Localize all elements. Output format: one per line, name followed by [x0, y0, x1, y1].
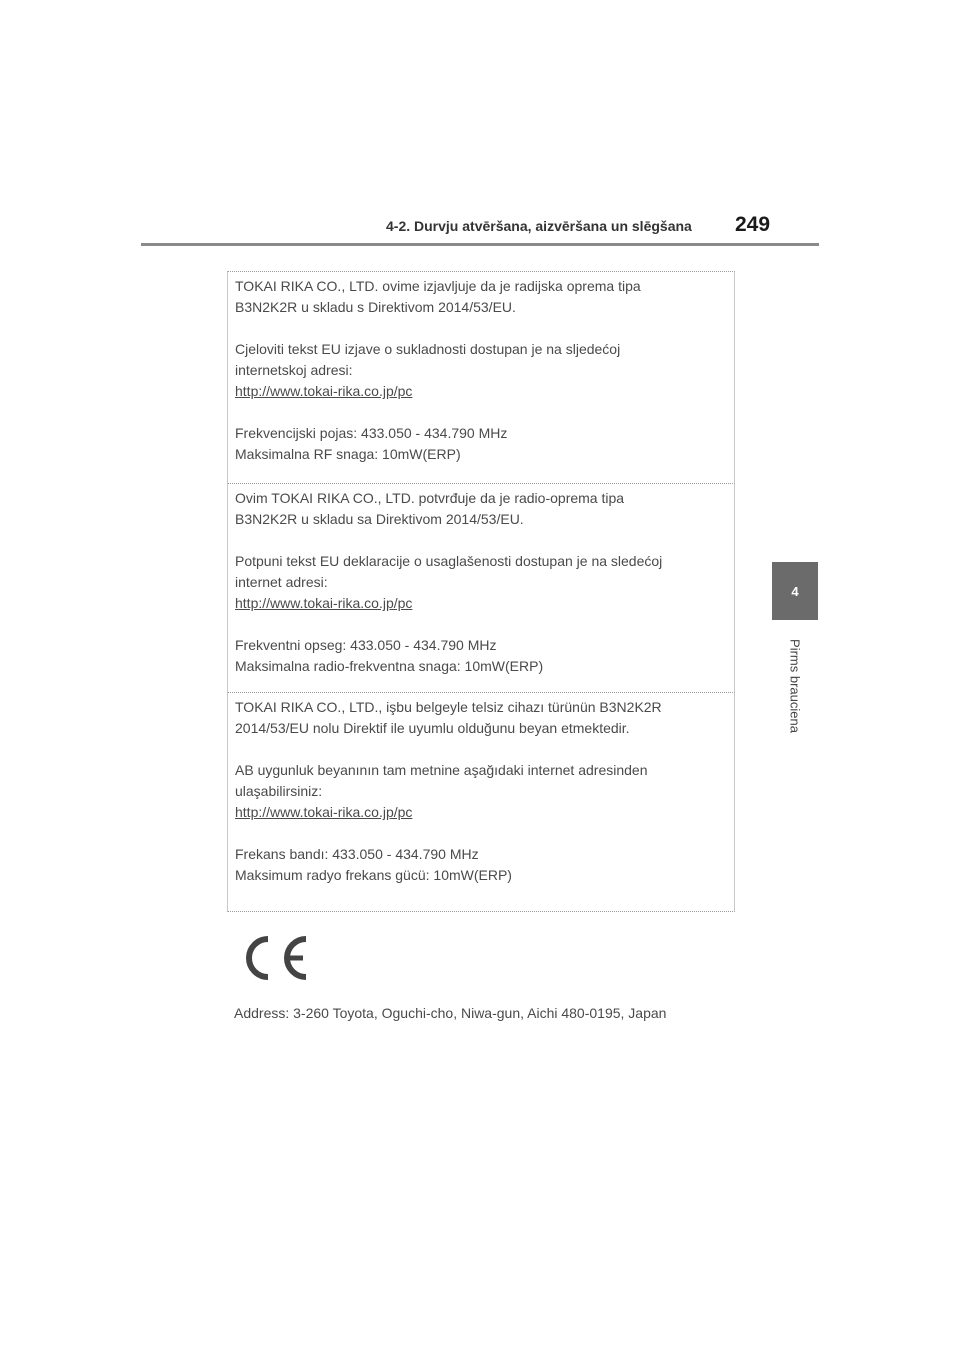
declaration-link[interactable]: http://www.tokai-rika.co.jp/pc — [235, 383, 413, 399]
frequency-band: Frekans bandı: 433.050 - 434.790 MHz — [235, 846, 479, 862]
max-power: Maksimalna RF snaga: 10mW(ERP) — [235, 446, 461, 462]
declaration-text: TOKAI RIKA CO., LTD. ovime izjavljuje da je radijska oprema tipa — [235, 278, 641, 294]
chapter-label: Pirms brauciena — [787, 639, 803, 733]
declaration-text: ulaşabilirsiniz: — [235, 783, 323, 799]
section-title: 4-2. Durvju atvēršana, aizvēršana un slēgšana — [386, 218, 692, 234]
declaration-text: TOKAI RIKA CO., LTD., işbu belgeyle telsiz cihazı türünün B3N2K2R — [235, 699, 662, 715]
declaration-text: AB uygunluk beyanının tam metnine aşağıdaki internet adresinden — [235, 762, 648, 778]
declaration-link[interactable]: http://www.tokai-rika.co.jp/pc — [235, 804, 413, 820]
declaration-box-croatian — [227, 271, 735, 483]
chapter-number: 4 — [791, 583, 799, 599]
frequency-band: Frekvencijski pojas: 433.050 - 434.790 MHz — [235, 425, 508, 441]
declaration-box-turkish — [227, 692, 735, 912]
manufacturer-address: Address: 3-260 Toyota, Oguchi-cho, Niwa-gun, Aichi 480-0195, Japan — [234, 1005, 667, 1021]
page-number: 249 — [735, 213, 771, 236]
declaration-text: internetskoj adresi: — [235, 362, 353, 378]
declaration-text: internet adresi: — [235, 574, 328, 590]
frequency-band: Frekventni opseg: 433.050 - 434.790 MHz — [235, 637, 497, 653]
declaration-text: Ovim TOKAI RIKA CO., LTD. potvrđuje da je radio-oprema tipa — [235, 490, 625, 506]
ce-mark-icon — [238, 933, 312, 988]
declaration-text: 2014/53/EU nolu Direktif ile uyumlu olduğunu beyan etmektedir. — [235, 720, 630, 736]
max-power: Maksimalna radio-frekventna snaga: 10mW(ERP) — [235, 658, 544, 674]
declaration-box-serbian — [227, 483, 735, 692]
declaration-link[interactable]: http://www.tokai-rika.co.jp/pc — [235, 595, 413, 611]
declaration-text: Potpuni tekst EU deklaracije o usaglašenosti dostupan je na sledećoj — [235, 553, 663, 569]
declaration-text: B3N2K2R u skladu sa Direktivom 2014/53/EU. — [235, 511, 524, 527]
header-divider — [141, 243, 819, 246]
declaration-text: Cjeloviti tekst EU izjave o sukladnosti dostupan je na sljedećoj — [235, 341, 621, 357]
declaration-text: B3N2K2R u skladu s Direktivom 2014/53/EU. — [235, 299, 516, 315]
max-power: Maksimum radyo frekans gücü: 10mW(ERP) — [235, 867, 512, 883]
